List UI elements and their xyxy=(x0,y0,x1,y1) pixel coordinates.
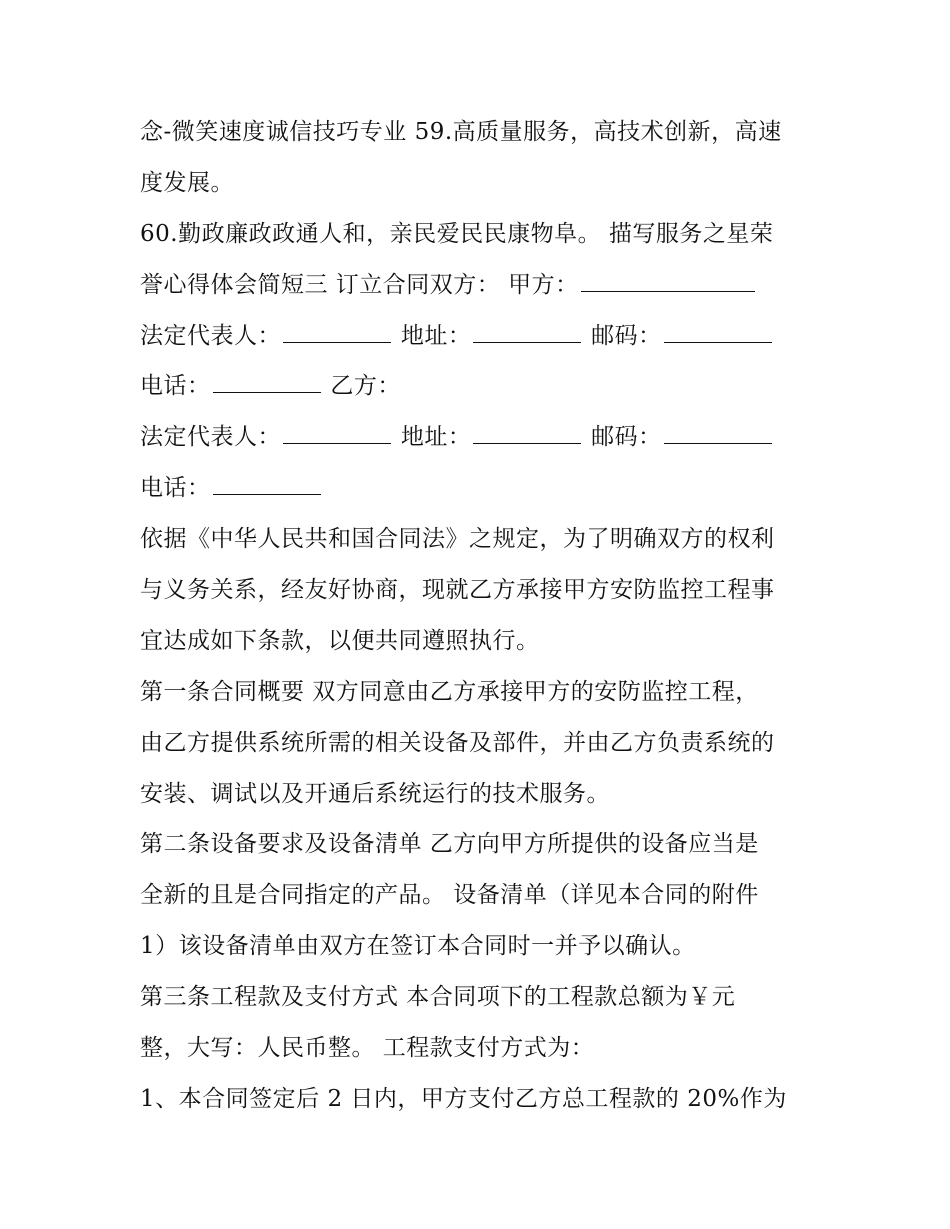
text-line-13 xyxy=(140,718,830,769)
party-b-label: 乙方： xyxy=(330,373,401,400)
text-line-15 xyxy=(140,819,830,870)
contract-text xyxy=(140,107,830,1125)
line-text: 1、本合同签定后 2 日内，甲方支付乙方总工程款的 20%作为 xyxy=(140,1085,787,1112)
line-text: 与义务关系，经友好协商，现就乙方承接甲方安防监控工程事 xyxy=(140,577,775,604)
text-line-10 xyxy=(140,565,830,616)
line-text: 誉心得体会简短三 订立合同双方： 甲方： xyxy=(140,271,579,298)
phone-blank xyxy=(213,374,321,393)
text-line-16 xyxy=(140,870,830,921)
text-line-17 xyxy=(140,921,830,972)
line-text: 第一条合同概要 双方同意由乙方承接甲方的安防监控工程， xyxy=(140,678,759,705)
party-a-details-line xyxy=(140,311,830,362)
line-text: 第二条设备要求及设备清单 乙方向甲方所提供的设备应当是 xyxy=(140,831,759,858)
address-label: 地址： xyxy=(400,322,472,349)
text-line-9 xyxy=(140,514,830,565)
line-text: 60.勤政廉政政通人和，亲民爱民民康物阜。 描写服务之星荣 xyxy=(140,220,774,247)
legal-representative-blank xyxy=(283,324,391,343)
legal-representative-label: 法定代表人： xyxy=(140,322,281,349)
postcode-label: 邮码： xyxy=(591,322,662,349)
party-b-phone-line xyxy=(140,463,830,514)
line-text: 度发展。 xyxy=(140,169,234,196)
line-text: 念-微笑速度诚信技巧专业 59.高质量服务，高技术创新，高速 xyxy=(140,119,782,145)
party-a-blank xyxy=(581,273,755,292)
text-line-1 xyxy=(140,107,830,158)
text-line-12 xyxy=(140,667,830,718)
postcode-label: 邮码： xyxy=(591,424,662,451)
phone-label: 电话： xyxy=(140,373,211,400)
text-line-18 xyxy=(140,972,830,1023)
legal-representative-label: 法定代表人： xyxy=(140,424,281,451)
line-text: 第三条工程款及支付方式 本合同项下的工程款总额为￥元 xyxy=(140,984,736,1011)
text-line-2 xyxy=(140,158,830,209)
address-blank xyxy=(473,324,581,343)
phone-blank xyxy=(213,476,321,495)
line-text: 宜达成如下条款，以便共同遵照执行。 xyxy=(140,627,540,654)
phone-label: 电话： xyxy=(140,475,211,502)
line-text: 1）该设备清单由双方在签订本合同时一并予以确认。 xyxy=(140,933,696,960)
postcode-blank xyxy=(664,324,772,343)
text-line-19 xyxy=(140,1023,830,1074)
address-blank xyxy=(473,425,581,444)
line-text: 安装、调试以及开通后系统运行的技术服务。 xyxy=(140,780,610,807)
line-text: 全新的且是合同指定的产品。 设备清单（详见本合同的附件 xyxy=(140,882,759,909)
text-line-20 xyxy=(140,1074,830,1125)
legal-representative-blank xyxy=(283,425,391,444)
text-line-3 xyxy=(140,209,830,260)
line-text: 由乙方提供系统所需的相关设备及部件，并由乙方负责系统的 xyxy=(140,729,775,756)
address-label: 地址： xyxy=(400,424,472,451)
text-line-11 xyxy=(140,616,830,667)
party-a-phone-line xyxy=(140,361,830,412)
postcode-blank xyxy=(664,425,772,444)
text-line-14 xyxy=(140,769,830,820)
line-text: 整，大写：人民币整。 工程款支付方式为： xyxy=(140,1035,595,1062)
line-text: 依据《中华人民共和国合同法》之规定，为了明确双方的权利 xyxy=(140,526,775,553)
text-line-4 xyxy=(140,260,830,311)
party-b-details-line xyxy=(140,412,830,463)
